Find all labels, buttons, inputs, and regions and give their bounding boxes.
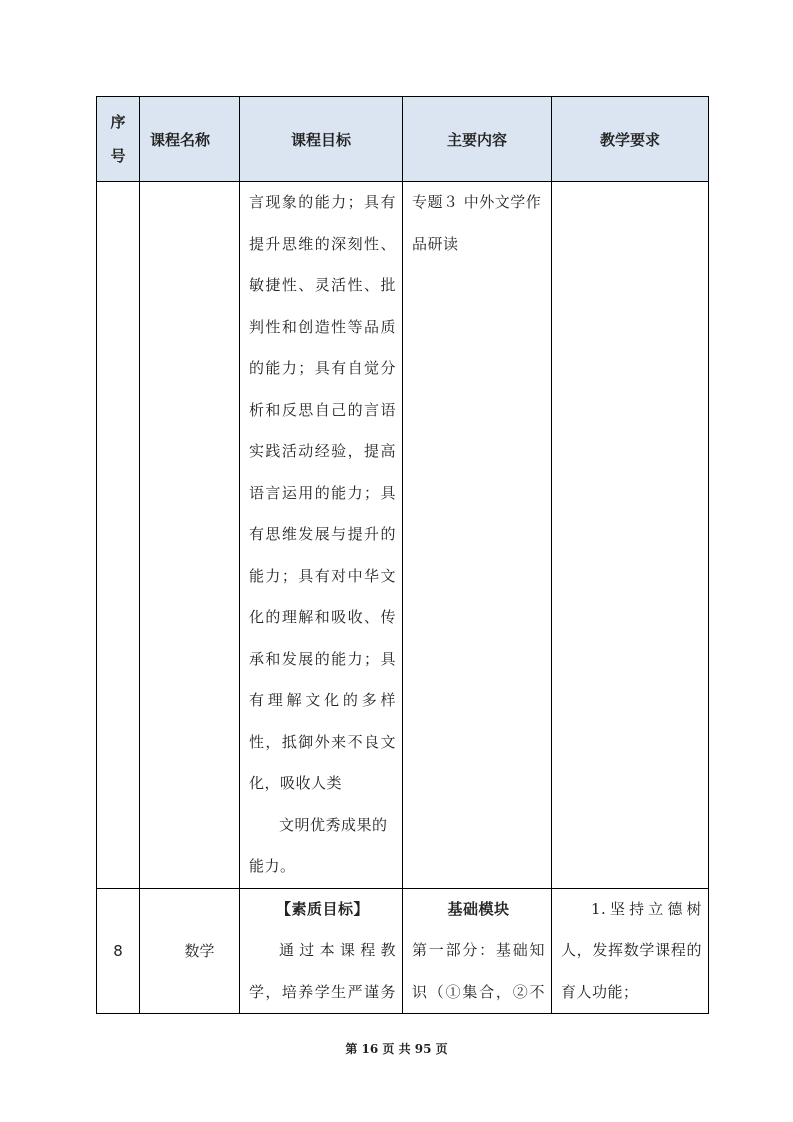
content-line: 识（①集合，②不	[412, 982, 545, 1001]
table-row	[97, 888, 709, 1014]
goal-line: 学，培养学生严谨务	[249, 982, 396, 1001]
header-no-top: 序	[110, 113, 126, 131]
page-footer: 第 16 页 共 95 页	[345, 1042, 448, 1056]
course-table	[96, 96, 709, 1014]
header-course-goal: 课程目标	[240, 97, 403, 182]
goal-line: 承和发展的能力；具	[249, 649, 396, 668]
cell-course-name: 数学	[140, 888, 240, 1014]
cell-teaching-req-empty	[552, 182, 709, 889]
table-header-row	[97, 97, 709, 182]
goal-line: 化的理解和吸收、传	[249, 608, 396, 626]
cell-course-goal	[240, 182, 403, 889]
req-line: 人，发挥数学课程的	[561, 941, 702, 959]
header-teaching-req: 教学要求	[552, 97, 709, 182]
goal-line: 通过本课程教	[279, 941, 396, 959]
cell-main-content	[403, 182, 552, 889]
goal-line: 析和反思自己的言语	[249, 400, 396, 419]
content-heading: 基础模块	[447, 899, 510, 918]
goal-line: 化，吸收人类	[249, 774, 343, 792]
goal-line: 的能力；具有自觉分	[249, 359, 396, 377]
cell-no-empty	[97, 182, 140, 889]
content-line: 专题３ 中外文学作	[412, 193, 542, 211]
goal-line: 判性和创造性等品质	[249, 317, 396, 336]
goal-line: 能力。	[249, 857, 296, 875]
cell-course-goal	[240, 888, 403, 1014]
content-line: 品研读	[412, 234, 459, 253]
goal-heading: 【素质目标】	[275, 899, 369, 918]
goal-line: 实践活动经验，提高	[249, 442, 396, 460]
goal-line: 文明优秀成果的	[279, 815, 388, 834]
cell-no: 8	[97, 888, 140, 1014]
req-line: 1.坚持立德树	[591, 899, 702, 918]
goal-line: 能力；具有对中华文	[249, 566, 396, 585]
table-row	[97, 182, 709, 889]
header-course-name: 课程名称	[140, 97, 240, 182]
cell-main-content	[403, 888, 552, 1014]
goal-line: 有理解文化的多样	[249, 691, 396, 709]
goal-line: 语言运用的能力；具	[249, 483, 396, 502]
goal-line: 性，抵御外来不良文	[249, 732, 396, 751]
goal-line: 有思维发展与提升的	[249, 525, 396, 543]
header-main-content: 主要内容	[403, 97, 552, 182]
cell-teaching-req	[552, 888, 709, 1014]
content-line: 第一部分：基础知	[412, 941, 545, 959]
cell-name-empty	[140, 182, 240, 889]
req-line: 育人功能；	[561, 982, 639, 1001]
header-no	[97, 97, 140, 182]
goal-line: 敏捷性、灵活性、批	[249, 276, 396, 294]
goal-line: 言现象的能力；具有	[249, 193, 396, 211]
header-no-bottom: 号	[110, 147, 126, 165]
goal-line: 提升思维的深刻性、	[249, 234, 396, 253]
